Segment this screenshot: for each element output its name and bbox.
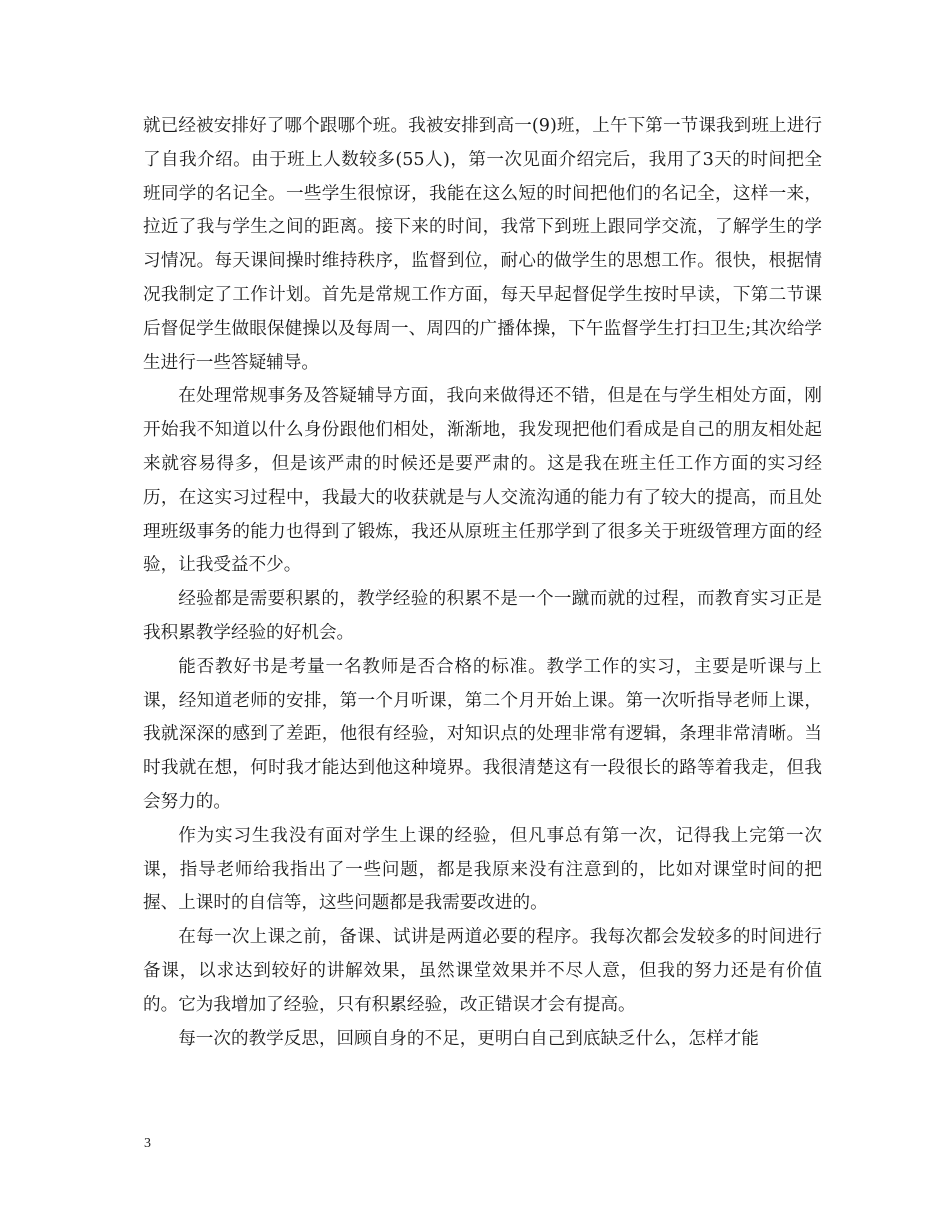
paragraph: 能否教好书是考量一名教师是否合格的标准。教学工作的实习，主要是听课与上课，经知道老师的安排，第一个月听课，第二个月开始上课。第一次听指导老师上课，我就深深的感到了差距，他很有经验，对知识点的处理非常有逻辑，条理非常清晰。当时我就在想，何时我才能达到他这种境界。我很清楚这有一段很长的路等着我走，但我会努力的。 [143,656,822,812]
paragraph-continued: 就已经被安排好了哪个跟哪个班。我被安排到高一(9)班，上午下第一节课我到班上进行了自我介绍。由于班上人数较多(55人)，第一次见面介绍完后，我用了3天的时间把全班同学的名记全。一些学生很惊讶，我能在这么短的时间把他们的名记全，这样一来，拉近了我与学生之间的距离。接下来的时间，我常下到班上跟同学交流，了解学生的学习情况。每天课间操时维持秩序，监督到位，耐心的做学生的思想工作。很快，根据情况我制定了工作计划。首先是常规工作方面，每天早起督促学生按时早读，下第二节课后督促学生做眼保健操以及每周一、周四的广播体操，下午监督学生打扫卫生;其次给学生进行一些答疑辅导。 [143,116,822,373]
body-text [143,110,822,1056]
paragraph: 在每一次上课之前，备课、试讲是两道必要的程序。我每次都会发较多的时间进行备课，以求达到较好的讲解效果，虽然课堂效果并不尽人意，但我的努力还是有价值的。它为我增加了经验，只有积累经验，改正错误才会有提高。 [143,927,822,1015]
page-number: 3 [144,1136,151,1151]
paragraph: 作为实习生我没有面对学生上课的经验，但凡事总有第一次，记得我上完第一次课，指导老师给我指出了一些问题，都是我原来没有注意到的，比如对课堂时间的把握、上课时的自信等，这些问题都是我需要改进的。 [143,825,822,914]
paragraph: 每一次的教学反思，回顾自身的不足，更明白自己到底缺乏什么，怎样才能 [178,1028,759,1049]
paragraph: 经验都是需要积累的，教学经验的积累不是一个一蹴而就的过程，而教育实习正是我积累教学经验的好机会。 [143,589,822,643]
paragraph: 在处理常规事务及答疑辅导方面，我向来做得还不错，但是在与学生相处方面，刚开始我不知道以什么身份跟他们相处，渐渐地，我发现把他们看成是自己的朋友相处起来就容易得多，但是该严肃的时候还是要严肃的。这是我在班主任工作方面的实习经历，在这实习过程中，我最大的收获就是与人交流沟通的能力有了较大的提高，而且处理班级事务的能力也得到了锻炼，我还从原班主任那学到了很多关于班级管理方面的经验，让我受益不少。 [143,386,822,576]
